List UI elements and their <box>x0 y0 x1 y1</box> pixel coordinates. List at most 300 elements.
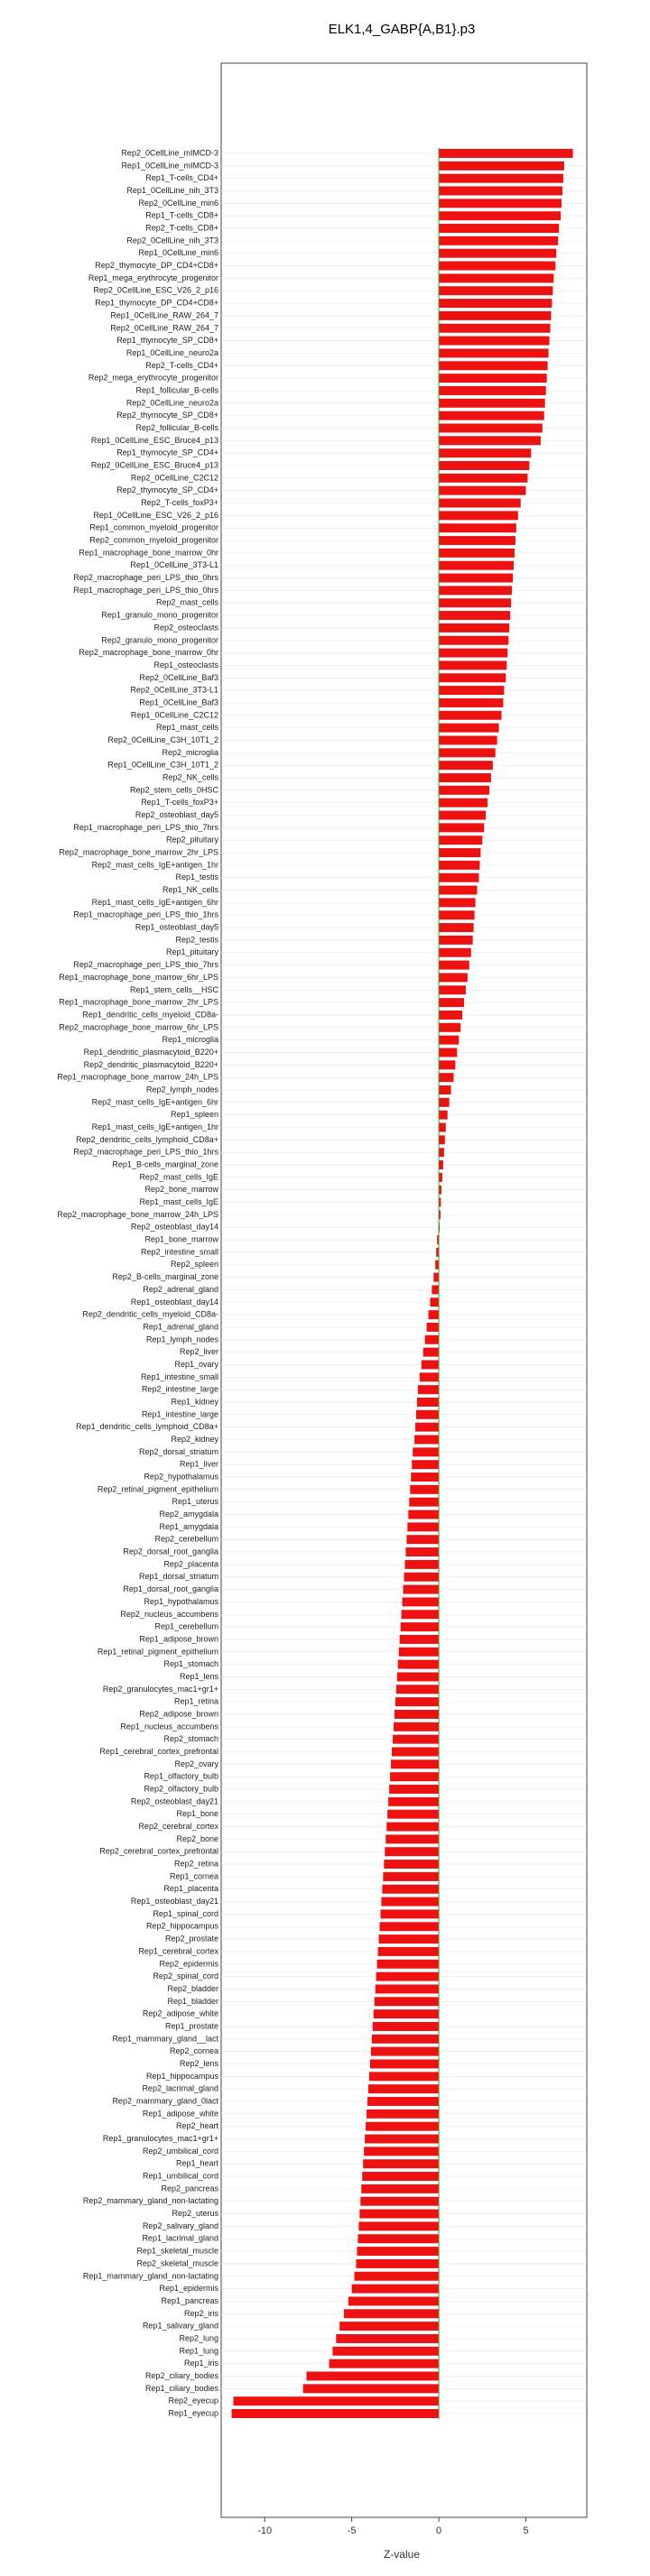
category-label: Rep2_placenta <box>163 1559 218 1569</box>
bar-Rep2_osteoclasts <box>439 623 509 632</box>
category-label: Rep2_eyecup <box>168 2396 218 2405</box>
bar-Rep1_umbilical_cord <box>362 2172 439 2181</box>
category-label: Rep1_testis <box>175 873 218 882</box>
category-label: Rep2_0CellLine_neuro2a <box>125 398 218 408</box>
bar-Rep1_epidermis <box>352 2285 439 2294</box>
bar-Rep1_olfactory_bulb <box>390 1772 439 1781</box>
bar-Rep1_dendritic_cells_myeloid_CD8a- <box>439 1011 462 1020</box>
bar-Rep2_0CellLine_ESC_Bruce4_p13 <box>439 461 529 470</box>
bar-Rep2_adrenal_gland <box>432 1285 439 1294</box>
category-label: Rep1_adrenal_gland <box>143 1322 218 1332</box>
bar-Rep2_retinal_pigment_epithelium <box>410 1485 439 1494</box>
category-label: Rep1_epidermis <box>159 2284 218 2294</box>
category-label: Rep1_microglia <box>162 1035 218 1045</box>
category-label: Rep2_macrophage_bone_marrow_2hr_LPS <box>59 847 218 857</box>
x-tick-label: 0 <box>436 2525 442 2536</box>
bar-Rep2_adipose_white <box>374 2009 439 2018</box>
bar-Rep2_iris <box>344 2309 439 2318</box>
category-label: Rep2_uterus <box>172 2209 218 2219</box>
bar-Rep2_prostate <box>379 1934 440 1944</box>
category-label: Rep1_0CellLine_min6 <box>138 248 218 258</box>
category-label: Rep1_umbilical_cord <box>142 2171 218 2181</box>
category-label: Rep1_thymocyte_SP_CD8+ <box>116 336 218 346</box>
bar-Rep2_spinal_cord <box>376 1972 439 1981</box>
category-label: Rep2_skeletal_muscle <box>136 2258 218 2268</box>
bar-Rep1_kidney <box>417 1398 439 1407</box>
bar-Rep1_osteoclasts <box>439 660 506 669</box>
category-label: Rep2_common_myeloid_progenitor <box>89 535 218 545</box>
bar-Rep2_macrophage_peri_LPS_thio_1hrs <box>439 1148 444 1157</box>
bar-Rep1_eyecup <box>232 2409 440 2418</box>
category-label: Rep2_hippocampus <box>145 1921 218 1931</box>
category-label: Rep2_macrophage_bone_marrow_6hr_LPS <box>59 1022 218 1032</box>
bar-Rep1_stomach <box>398 1660 439 1669</box>
category-label: Rep2_mammary_gland_0lact <box>112 2096 218 2106</box>
bar-Rep1_placenta <box>382 1885 439 1894</box>
category-label: Rep2_ovary <box>174 1759 218 1768</box>
category-label: Rep1_0CellLine_neuro2a <box>125 347 218 357</box>
bar-Rep2_cerebral_cortex <box>386 1823 439 1832</box>
bar-Rep2_macrophage_peri_LPS_thio_0hrs <box>439 574 513 583</box>
bar-Rep1_mast_cells_IgE+antigen_6hr <box>439 898 475 907</box>
bar-Rep2_mast_cells_IgE+antigen_6hr <box>439 1098 450 1107</box>
category-label: Rep2_T-cells_CD4+ <box>145 360 218 370</box>
bar-Rep2_0CellLine_nih_3T3 <box>439 236 558 245</box>
category-label: Rep2_pituitary <box>165 835 218 845</box>
bar-Rep2_testis <box>439 936 473 945</box>
category-label: Rep2_spinal_cord <box>153 1971 218 1981</box>
category-label: Rep2_mega_erythrocyte_progenitor <box>88 373 218 383</box>
category-label: Rep1_olfactory_bulb <box>144 1771 218 1781</box>
category-label: Rep2_ciliary_bodies <box>144 2370 218 2380</box>
bar-Rep2_dorsal_root_ganglia <box>405 1547 439 1556</box>
category-label: Rep1_macrophage_peri_LPS_thio_1hrs <box>73 909 218 919</box>
bar-Rep1_microglia <box>439 1036 459 1045</box>
bar-Rep1_dorsal_root_ganglia <box>404 1585 440 1594</box>
category-label: Rep2_umbilical_cord <box>142 2146 218 2156</box>
bar-Rep2_follicular_B-cells <box>439 423 543 432</box>
bar-Rep2_bone <box>385 1834 439 1843</box>
category-label: Rep2_T-cells_foxP3+ <box>141 498 218 508</box>
bar-Rep1_hippocampus <box>369 2072 439 2081</box>
bar-Rep1_stem_cells__HSC <box>439 985 466 994</box>
category-label: Rep1_macrophage_bone_marrow_2hr_LPS <box>59 997 218 1007</box>
category-label: Rep1_cornea <box>169 1871 218 1881</box>
bar-Rep1_NK_cells <box>439 886 477 895</box>
category-label: Rep1_0CellLine_C2C12 <box>130 710 218 720</box>
bar-Rep2_spleen <box>435 1260 439 1270</box>
bar-Rep1_ciliary_bodies <box>303 2384 439 2393</box>
category-label: Rep1_pituitary <box>165 947 218 957</box>
bar-Rep2_bladder <box>376 1984 439 1993</box>
bar-Rep1_macrophage_peri_LPS_thio_7hrs <box>439 823 484 832</box>
category-label: Rep2_cornea <box>169 2046 218 2056</box>
category-label: Rep2_dorsal_striatum <box>138 1446 218 1456</box>
bar-Rep2_eyecup <box>234 2396 440 2405</box>
category-label: Rep2_osteoblast_day5 <box>135 810 218 820</box>
bar-Rep1_dendritic_cells_lymphoid_CD8a+ <box>415 1423 439 1432</box>
category-label: Rep1_liver <box>179 1459 218 1469</box>
bar-Rep2_amygdala <box>408 1510 439 1519</box>
bar-Rep1_salivary_gland <box>339 2322 439 2331</box>
category-label: Rep2_intestine_large <box>141 1384 218 1394</box>
category-label: Rep2_0CellLine_RAW_264_7 <box>110 323 218 333</box>
bar-Rep1_macrophage_peri_LPS_thio_1hrs <box>439 910 475 919</box>
category-label: Rep2_osteoblast_day21 <box>130 1796 218 1806</box>
bar-Rep2_mammary_gland_0lact <box>367 2097 439 2106</box>
category-label: Rep2_0CellLine_nih_3T3 <box>126 235 218 245</box>
x-tick-label: 5 <box>523 2525 529 2536</box>
bar-Rep2_nucleus_accumbens <box>402 1610 439 1619</box>
category-label: Rep1_NK_cells <box>162 885 218 895</box>
bar-Rep1_bladder <box>375 1997 439 2006</box>
category-label: Rep2_heart <box>175 2121 218 2131</box>
category-label: Rep2_B-cells_marginal_zone <box>112 1272 218 1282</box>
bar-Rep2_mast_cells <box>439 598 511 607</box>
bar-Rep1_osteoblast_day5 <box>439 923 474 932</box>
category-label: Rep2_mast_cells_IgE+antigen_1hr <box>91 860 218 870</box>
category-label: Rep2_olfactory_bulb <box>144 1784 218 1794</box>
bar-Rep2_0CellLine_min6 <box>439 199 562 208</box>
category-label: Rep1_hypothalamus <box>144 1596 218 1606</box>
category-label: Rep2_bone_marrow <box>144 1185 218 1195</box>
category-label: Rep2_0CellLine_C3H_10T1_2 <box>107 734 218 744</box>
bar-Rep2_retina <box>384 1860 439 1869</box>
bar-Rep1_lens <box>397 1672 439 1681</box>
bar-Rep2_dendritic_cells_myeloid_CD8a- <box>429 1310 440 1319</box>
bar-Rep1_cerebral_cortex <box>378 1947 440 1956</box>
bar-Rep2_dendritic_plasmacytoid_B220+ <box>439 1060 455 1069</box>
category-label: Rep2_follicular_B-cells <box>135 422 218 432</box>
bar-Rep1_cornea <box>383 1872 439 1881</box>
category-label: Rep2_osteoclasts <box>153 623 218 632</box>
bar-Rep1_dendritic_plasmacytoid_B220+ <box>439 1048 457 1057</box>
bar-Rep2_pituitary <box>439 836 482 845</box>
category-label: Rep1_mast_cells_IgE+antigen_1hr <box>91 1122 218 1132</box>
category-label: Rep1_cerebellum <box>154 1621 218 1631</box>
category-label: Rep1_0CellLine_mIMCD-3 <box>121 161 218 171</box>
bar-Rep1_bone <box>387 1810 439 1819</box>
chart-title: ELK1,4_GABP{A,B1}.p3 <box>328 22 476 37</box>
bar-Rep1_macrophage_peri_LPS_thio_0hrs <box>439 586 512 595</box>
bar-Rep1_mast_cells_IgE+antigen_1hr <box>439 1123 446 1132</box>
bar-Rep2_heart <box>366 2122 439 2131</box>
category-label: Rep1_iris <box>183 2359 218 2368</box>
bar-Rep1_granulocytes_mac1+gr1+ <box>365 2135 439 2144</box>
bar-Rep1_0CellLine_3T3-L1 <box>439 561 514 570</box>
category-label: Rep1_eyecup <box>168 2408 218 2418</box>
bar-Rep1_0CellLine_RAW_264_7 <box>439 311 551 320</box>
category-label: Rep1_intestine_small <box>140 1371 218 1381</box>
bar-Rep1_adipose_white <box>367 2110 439 2119</box>
bar-Rep2_lens <box>370 2060 439 2069</box>
category-label: Rep2_retina <box>173 1859 218 1869</box>
category-label: Rep1_pancreas <box>161 2295 218 2305</box>
category-label: Rep1_0CellLine_ESC_Bruce4_p13 <box>90 435 218 445</box>
category-label: Rep1_uterus <box>172 1497 218 1507</box>
category-label: Rep1_0CellLine_3T3-L1 <box>130 560 218 570</box>
category-label: Rep2_NK_cells <box>162 772 218 782</box>
category-label: Rep1_placenta <box>163 1884 218 1894</box>
category-label: Rep1_prostate <box>164 2021 218 2031</box>
bar-Rep1_osteoblast_day14 <box>430 1297 439 1306</box>
category-label: Rep2_lacrimal_gland <box>142 2083 218 2093</box>
bar-Rep2_0CellLine_RAW_264_7 <box>439 324 550 333</box>
category-label: Rep2_cerebellum <box>154 1534 218 1544</box>
bar-Rep1_adipose_brown <box>400 1635 439 1644</box>
category-label: Rep1_granulo_mono_progenitor <box>101 610 218 620</box>
bar-Rep2_B-cells_marginal_zone <box>433 1273 439 1282</box>
bar-Rep1_mammary_gland_non-lactating <box>355 2272 440 2281</box>
bar-Rep1_ovary <box>422 1360 439 1369</box>
category-label: Rep1_macrophage_bone_marrow_24h_LPS <box>57 1072 218 1082</box>
bar-Rep2_lacrimal_gland <box>368 2084 439 2093</box>
category-label: Rep2_dendritic_cells_myeloid_CD8a- <box>82 1309 218 1319</box>
bar-Rep1_B-cells_marginal_zone <box>439 1160 443 1169</box>
category-label: Rep2_spleen <box>170 1260 218 1270</box>
category-label: Rep1_macrophage_bone_marrow_6hr_LPS <box>59 972 218 982</box>
category-label: Rep1_ovary <box>174 1359 218 1369</box>
category-label: Rep2_prostate <box>164 1934 218 1944</box>
category-label: Rep1_spleen <box>170 1110 218 1120</box>
bar-Rep1_granulo_mono_progenitor <box>439 611 510 620</box>
category-label: Rep1_thymocyte_SP_CD4+ <box>116 448 218 457</box>
category-label: Rep2_dorsal_root_ganglia <box>123 1547 218 1556</box>
category-label: Rep2_iris <box>183 2308 218 2318</box>
bar-Rep2_adipose_brown <box>395 1710 439 1719</box>
category-label: Rep1_mast_cells <box>155 723 218 733</box>
bar-Rep2_cerebellum <box>406 1535 439 1544</box>
bar-Rep2_macrophage_peri_LPS_thio_7hrs <box>439 961 469 970</box>
category-label: Rep2_epidermis <box>159 1959 218 1969</box>
category-label: Rep1_granulocytes_mac1+gr1+ <box>102 2134 218 2144</box>
x-tick-label: -10 <box>257 2525 273 2536</box>
bar-Rep1_lung <box>332 2347 439 2356</box>
bar-Rep1_0CellLine_mIMCD-3 <box>439 162 564 171</box>
bar-Rep1_heart <box>363 2159 439 2168</box>
bar-Rep2_lung <box>336 2334 439 2343</box>
category-label: Rep2_macrophage_peri_LPS_thio_1hrs <box>73 1147 218 1157</box>
bar-Rep1_0CellLine_ESC_Bruce4_p13 <box>439 436 541 445</box>
category-label: Rep2_osteoblast_day14 <box>130 1222 218 1232</box>
bar-Rep2_mast_cells_IgE+antigen_1hr <box>439 861 479 870</box>
bar-Rep2_osteoblast_day5 <box>439 811 486 820</box>
bar-Rep2_0CellLine_C3H_10T1_2 <box>439 735 497 744</box>
category-label: Rep2_nucleus_accumbens <box>120 1609 218 1619</box>
category-label: Rep1_lymph_nodes <box>145 1334 218 1344</box>
category-label: Rep2_bone <box>176 1833 218 1843</box>
category-label: Rep1_mega_erythrocyte_progenitor <box>88 272 218 282</box>
category-label: Rep1_mast_cells_IgE+antigen_6hr <box>91 897 218 907</box>
bar-Rep2_placenta <box>404 1560 439 1569</box>
bar-Rep2_macrophage_bone_marrow_2hr_LPS <box>439 848 480 857</box>
category-label: Rep1_hippocampus <box>145 2071 218 2081</box>
x-axis-label: Z-value <box>383 2548 421 2561</box>
category-label: Rep1_0CellLine_ESC_V26_2_p16 <box>93 510 218 520</box>
bar-Rep1_nucleus_accumbens <box>394 1722 439 1731</box>
category-label: Rep1_stem_cells__HSC <box>129 984 218 994</box>
category-label: Rep1_osteoclasts <box>153 660 218 669</box>
bar-Rep1_cerebellum <box>401 1622 439 1631</box>
bar-Rep2_umbilical_cord <box>364 2147 439 2156</box>
bar-Rep1_amygdala <box>407 1522 439 1531</box>
category-label: Rep2_lung <box>179 2333 218 2343</box>
category-label: Rep1_follicular_B-cells <box>135 385 218 395</box>
category-label: Rep2_liver <box>179 1347 218 1357</box>
bar-Rep2_microglia <box>439 748 496 757</box>
category-label: Rep2_stomach <box>163 1734 218 1744</box>
x-tick-label: -5 <box>347 2525 357 2536</box>
bar-Rep1_follicular_B-cells <box>439 386 546 395</box>
category-label: Rep1_bone_marrow <box>144 1234 218 1244</box>
category-label: Rep2_testis <box>175 935 218 945</box>
bar-Rep1_pancreas <box>348 2296 439 2305</box>
category-label: Rep2_cerebral_cortex_prefrontal <box>99 1846 218 1856</box>
category-label: Rep1_adipose_brown <box>139 1634 218 1644</box>
bar-Rep2_T-cells_foxP3+ <box>439 499 521 508</box>
category-label: Rep1_dendritic_cells_myeloid_CD8a- <box>82 1010 218 1020</box>
category-label: Rep1_spinal_cord <box>153 1908 218 1918</box>
bar-Rep2_hypothalamus <box>411 1473 439 1482</box>
bar-Rep1_osteoblast_day21 <box>381 1897 439 1907</box>
bar-Rep2_skeletal_muscle <box>356 2259 439 2268</box>
category-label: Rep1_dorsal_root_ganglia <box>123 1584 218 1594</box>
bar-Rep1_testis <box>439 873 478 882</box>
category-label: Rep2_adipose_white <box>142 2008 218 2018</box>
category-label: Rep2_0CellLine_ESC_Bruce4_p13 <box>90 460 218 470</box>
category-label: Rep1_thymocyte_DP_CD4+CD8+ <box>95 298 218 308</box>
bar-Rep1_retina <box>395 1697 439 1706</box>
category-label: Rep1_osteoblast_day5 <box>135 922 218 932</box>
category-label: Rep2_retinal_pigment_epithelium <box>97 1484 218 1494</box>
category-label: Rep2_granulocytes_mac1+gr1+ <box>102 1684 218 1694</box>
bar-Rep1_mega_erythrocyte_progenitor <box>439 273 553 282</box>
bar-Rep1_T-cells_foxP3+ <box>439 799 488 808</box>
bar-Rep2_cerebral_cortex_prefrontal <box>385 1847 439 1856</box>
bar-Rep2_dendritic_cells_lymphoid_CD8a+ <box>439 1135 445 1144</box>
bar-Rep2_stem_cells_0HSC <box>439 786 489 795</box>
category-label: Rep2_kidney <box>171 1434 218 1444</box>
bar-Rep2_osteoblast_day21 <box>388 1797 439 1806</box>
category-label: Rep1_cerebral_cortex <box>138 1946 218 1956</box>
bar-Rep2_salivary_gland <box>358 2221 439 2230</box>
bar-Rep1_adrenal_gland <box>427 1323 440 1332</box>
bar-Rep1_0CellLine_nih_3T3 <box>439 187 562 196</box>
bar-Rep2_0CellLine_C2C12 <box>439 474 527 483</box>
bar-Rep1_liver <box>412 1460 439 1469</box>
bar-Rep1_iris <box>330 2359 440 2368</box>
category-label: Rep1_lacrimal_gland <box>142 2233 218 2243</box>
category-label: Rep2_mammary_gland_non-lactating <box>82 2196 218 2206</box>
category-label: Rep1_dendritic_plasmacytoid_B220+ <box>83 1047 218 1057</box>
bar-Rep1_0CellLine_min6 <box>439 249 556 258</box>
bar-Rep1_0CellLine_Baf3 <box>439 698 503 707</box>
category-label: Rep1_intestine_large <box>141 1409 218 1419</box>
category-label: Rep2_thymocyte_DP_CD4+CD8+ <box>95 261 218 271</box>
category-label: Rep1_macrophage_peri_LPS_thio_0hrs <box>73 585 218 595</box>
bar-Rep2_ciliary_bodies <box>307 2371 440 2380</box>
bar-Rep2_cornea <box>371 2047 439 2056</box>
bar-Rep1_cerebral_cortex_prefrontal <box>392 1748 439 1757</box>
bar-Rep1_spleen <box>439 1111 448 1120</box>
bar-Rep1_spinal_cord <box>380 1909 439 1918</box>
bar-Rep2_lymph_nodes <box>439 1085 451 1094</box>
category-label: Rep1_kidney <box>171 1397 218 1407</box>
category-label: Rep1_salivary_gland <box>142 2321 218 2331</box>
category-label: Rep2_macrophage_peri_LPS_thio_7hrs <box>73 960 218 970</box>
category-label: Rep2_lymph_nodes <box>145 1085 218 1094</box>
category-label: Rep2_macrophage_peri_LPS_thio_0hrs <box>73 573 218 583</box>
bar-Rep2_0CellLine_mIMCD-3 <box>439 149 572 158</box>
category-label: Rep2_thymocyte_SP_CD8+ <box>116 411 218 420</box>
category-label: Rep1_dendritic_cells_lymphoid_CD8a+ <box>76 1422 218 1432</box>
category-label: Rep1_dorsal_striatum <box>138 1572 218 1582</box>
bar-Rep1_intestine_large <box>416 1410 439 1419</box>
bar-Rep1_0CellLine_neuro2a <box>439 348 548 357</box>
category-label: Rep1_0CellLine_RAW_264_7 <box>110 310 218 320</box>
bar-Rep2_0CellLine_Baf3 <box>439 673 506 682</box>
category-label: Rep1_amygdala <box>159 1521 218 1531</box>
bar-Rep2_0CellLine_neuro2a <box>439 399 545 408</box>
bar-Rep1_dorsal_striatum <box>404 1573 440 1582</box>
bar-Rep1_macrophage_bone_marrow_0hr <box>439 549 515 558</box>
bar-Rep2_olfactory_bulb <box>389 1785 439 1794</box>
bar-Rep2_mast_cells_IgE <box>439 1173 442 1182</box>
category-label: Rep2_macrophage_bone_marrow_24h_LPS <box>57 1209 218 1219</box>
category-label: Rep1_heart <box>175 2158 218 2168</box>
bar-Rep1_T-cells_CD8+ <box>439 211 561 220</box>
category-label: Rep2_granulo_mono_progenitor <box>101 635 218 645</box>
category-label: Rep1_mammary_gland__lact <box>112 2034 218 2044</box>
bar-Rep2_ovary <box>391 1759 439 1768</box>
bar-Rep2_common_myeloid_progenitor <box>439 536 515 545</box>
category-label: Rep2_mast_cells_IgE+antigen_6hr <box>91 1097 218 1107</box>
bar-Rep1_thymocyte_SP_CD8+ <box>439 337 549 346</box>
category-label: Rep2_0CellLine_min6 <box>138 198 218 208</box>
bar-Rep2_thymocyte_SP_CD4+ <box>439 486 525 495</box>
bar-Rep2_kidney <box>414 1436 439 1445</box>
category-label: Rep2_stem_cells_0HSC <box>129 785 218 795</box>
bar-Rep2_mega_erythrocyte_progenitor <box>439 374 547 383</box>
category-label: Rep2_0CellLine_C2C12 <box>130 473 218 483</box>
category-label: Rep2_salivary_gland <box>142 2221 218 2230</box>
bar-Rep2_macrophage_bone_marrow_6hr_LPS <box>439 1023 460 1032</box>
category-label: Rep2_mast_cells <box>155 597 218 607</box>
bar-Rep2_0CellLine_ESC_V26_2_p16 <box>439 286 552 295</box>
bar-Rep1_0CellLine_ESC_V26_2_p16 <box>439 511 518 520</box>
bar-Rep1_intestine_small <box>420 1372 439 1381</box>
bar-Rep2_thymocyte_SP_CD8+ <box>439 411 544 420</box>
category-label: Rep1_T-cells_CD4+ <box>145 173 218 183</box>
category-label: Rep1_T-cells_CD8+ <box>145 210 218 220</box>
category-label: Rep1_ciliary_bodies <box>144 2383 218 2393</box>
bar-Rep1_macrophage_bone_marrow_6hr_LPS <box>439 973 468 982</box>
bar-Rep2_T-cells_CD8+ <box>439 224 559 233</box>
category-label: Rep1_retinal_pigment_epithelium <box>97 1647 218 1657</box>
category-label: Rep1_0CellLine_Baf3 <box>139 697 218 707</box>
category-label: Rep1_T-cells_foxP3+ <box>141 798 218 808</box>
bar-Rep2_pancreas <box>361 2184 439 2193</box>
bar-Rep2_epidermis <box>377 1960 439 1969</box>
category-label: Rep2_macrophage_bone_marrow_0hr <box>79 648 218 658</box>
category-label: Rep1_common_myeloid_progenitor <box>89 522 218 532</box>
bar-Rep1_skeletal_muscle <box>357 2247 439 2256</box>
category-label: Rep1_0CellLine_C3H_10T1_2 <box>107 760 218 770</box>
bar-Rep2_0CellLine_3T3-L1 <box>439 686 504 695</box>
bar-Rep2_liver <box>423 1348 439 1357</box>
category-label: Rep1_B-cells_marginal_zone <box>112 1159 218 1169</box>
category-label: Rep1_bone <box>176 1809 218 1819</box>
